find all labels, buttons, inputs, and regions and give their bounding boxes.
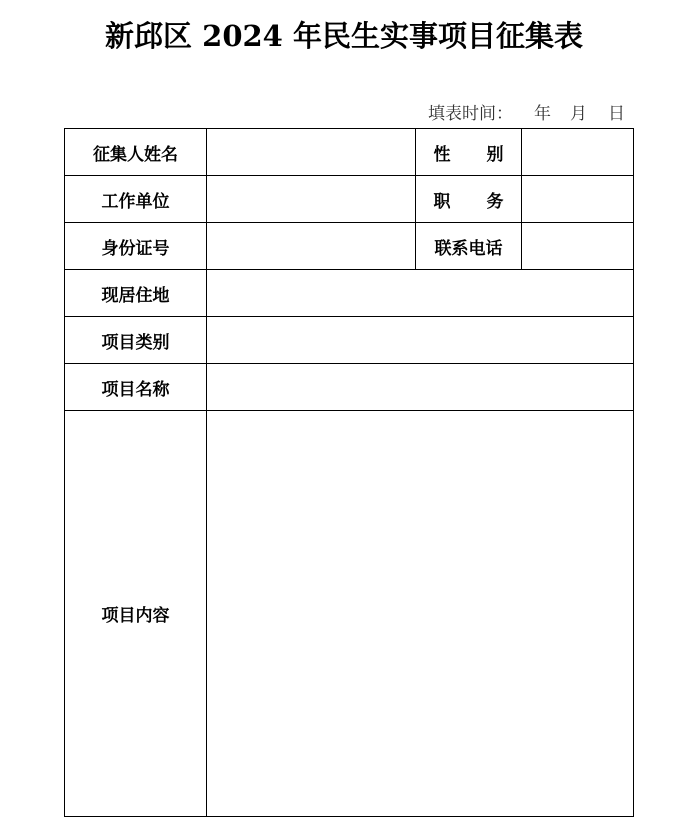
id-number-label: 身份证号 [65,223,207,270]
contact-phone-label: 联系电话 [416,223,522,270]
table-row [65,129,634,176]
table-row [65,176,634,223]
fill-time-month: 月 [570,104,587,124]
project-category-field[interactable] [207,317,634,364]
fill-time-year: 年 [534,104,551,124]
project-content-label: 项目内容 [65,411,207,817]
address-label: 现居住地 [65,270,207,317]
project-content-field[interactable] [207,411,634,817]
fill-time-line [428,102,638,126]
id-number-field[interactable] [207,223,416,270]
page-title: 新邱区 2024 年民生实事项目征集表 [105,19,583,53]
gender-label-char: 性 [433,144,451,165]
contact-phone-field[interactable] [522,223,634,270]
fill-time-label: 填表时间： [428,104,513,124]
position-label [416,176,522,223]
table-row [65,364,634,411]
table-row [65,223,634,270]
table-row [65,317,634,364]
collection-form-table [64,128,634,817]
gender-label [416,129,522,176]
table-row [65,411,634,817]
project-name-field[interactable] [207,364,634,411]
project-name-label: 项目名称 [65,364,207,411]
project-category-label: 项目类别 [65,317,207,364]
work-unit-label: 工作单位 [65,176,207,223]
address-field[interactable] [207,270,634,317]
collector-name-label: 征集人姓名 [65,129,207,176]
table-row [65,270,634,317]
gender-label-char: 别 [486,144,504,165]
position-label-char: 务 [486,191,504,212]
fill-time-day: 日 [608,104,625,124]
position-field[interactable] [522,176,634,223]
position-label-char: 职 [433,191,451,212]
gender-field[interactable] [522,129,634,176]
collector-name-field[interactable] [207,129,416,176]
work-unit-field[interactable] [207,176,416,223]
